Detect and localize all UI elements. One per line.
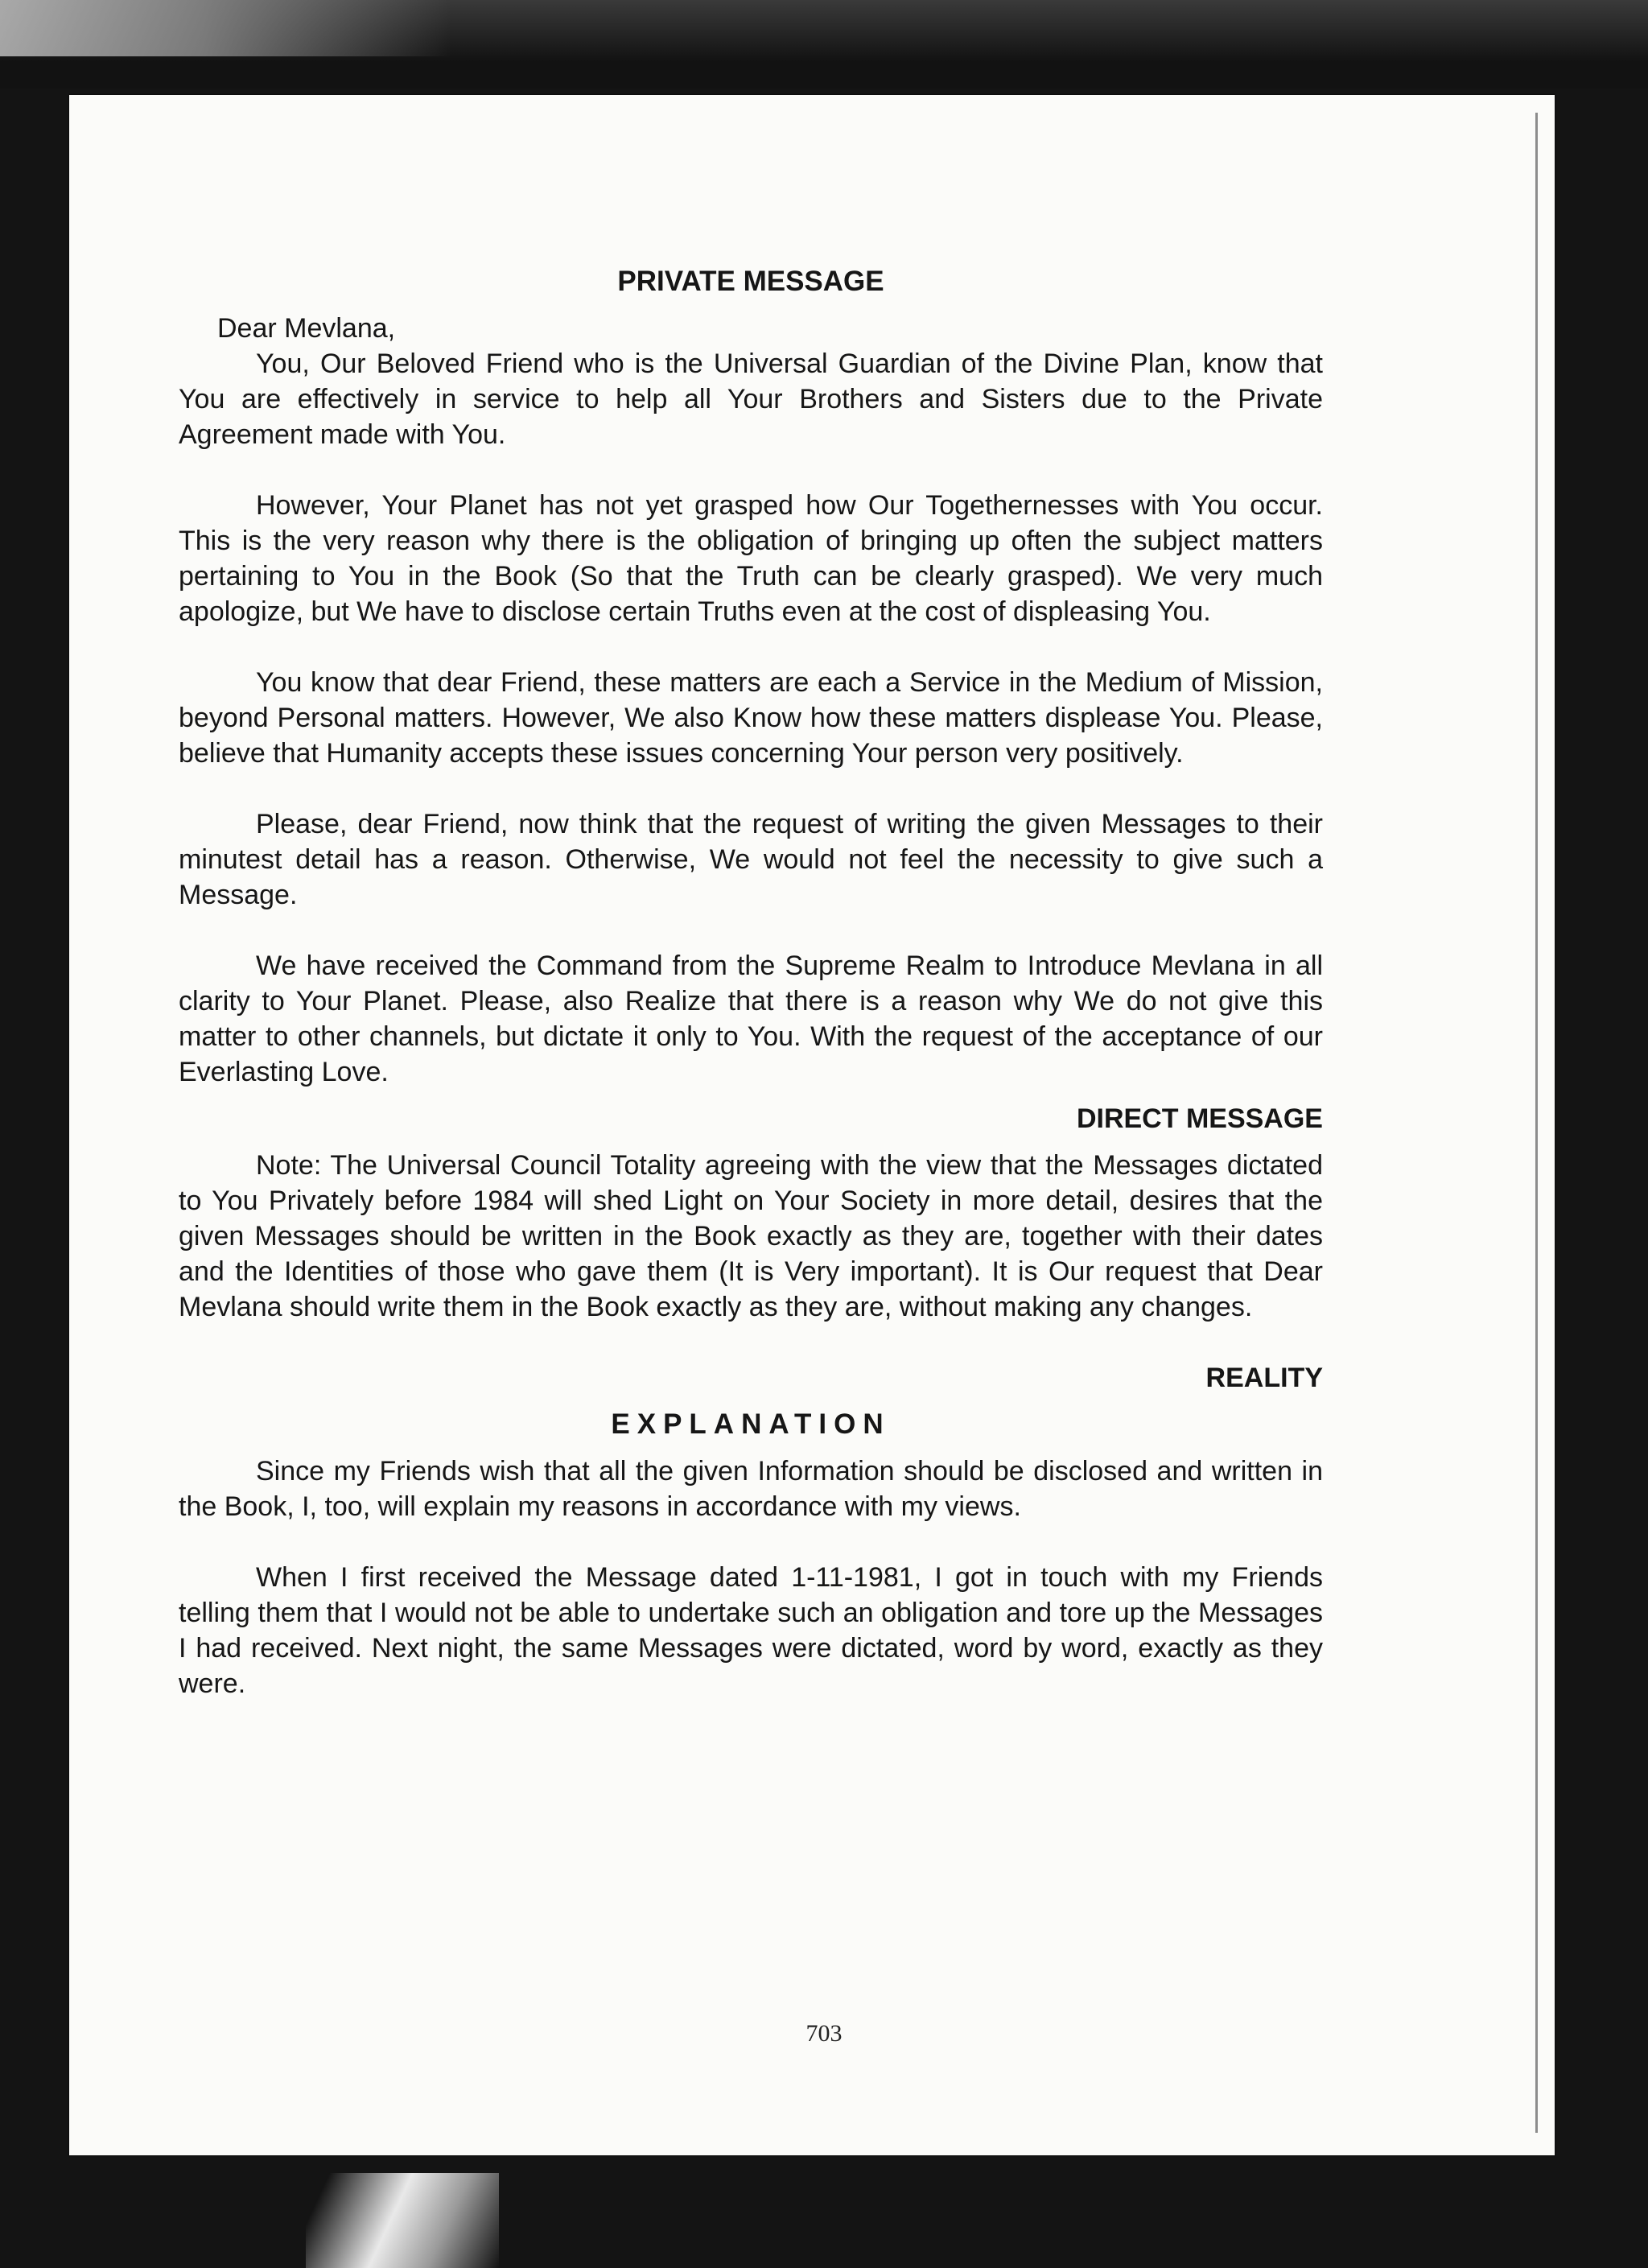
spacer — [179, 913, 1323, 948]
spacer — [179, 1136, 1323, 1148]
spacer — [179, 452, 1323, 488]
spacer — [179, 1524, 1323, 1560]
spacer — [179, 629, 1323, 665]
spacer — [179, 299, 1323, 311]
spacer — [179, 1325, 1323, 1360]
direct-message-signature: DIRECT MESSAGE — [1076, 1103, 1323, 1134]
paragraph-2: However, Your Planet has not yet grasped how Our Togethernesses with You occur. This is the very reason why there is the obligation of bringing up often the subject matters pertaining to You in the Book (So that the Truth can be clearly grasped). We very much apologize, but We have to disclose certain Truths even at the cost of displeasing You. — [179, 490, 1323, 627]
spacer — [179, 1442, 1323, 1454]
scan-glare-top — [0, 0, 451, 56]
explanation-paragraph-2: When I first received the Message dated 1-11-1981, I got in touch with my Friends telling them that I would not be able to undertake such an obligation and tore up the Messages I had received. Next night, the same Messages were dictated, word by word, exactly as they were. — [179, 1562, 1323, 1699]
paragraph-5: We have received the Command from the Supreme Realm to Introduce Mevlana in all clarity to Your Planet. Please, also Realize that there is a reason why We do not give this matter to other channels, but dictate it only to You. With the request of the acceptance of our Everlasting Love. — [179, 950, 1323, 1087]
salutation: Dear Mevlana, — [217, 313, 396, 344]
reality-signature: REALITY — [1205, 1363, 1323, 1393]
note-paragraph: Note: The Universal Council Totality agreeing with the view that the Messages dictated to You Privately before 1984 will shed Light on Your Society in more detail, desires that the given Messages should be written in the Book exactly as they are, together with their dates and the Identities of those who gave them (It is Very important). It is Our request that Dear Mevlana should write them in the Book exactly as they are, without making any changes. — [179, 1150, 1323, 1322]
explanation-heading: EXPLANATION — [611, 1408, 891, 1440]
page-content — [179, 264, 1323, 1701]
spacer — [179, 1396, 1323, 1407]
page-number: 703 — [805, 2020, 843, 2047]
paragraph-3: You know that dear Friend, these matters are each a Service in the Medium of Mission, beyond Personal matters. However, We also Know how these matters displease You. Please, believe that Humanity accepts these issues concerning Your person very positively. — [179, 667, 1323, 769]
paragraph-1: You, Our Beloved Friend who is the Universal Guardian of the Divine Plan, know that You are effectively in service to help all Your Brothers and Sisters due to the Private Agreement made with You. — [179, 348, 1323, 450]
private-message-heading: PRIVATE MESSAGE — [617, 266, 884, 297]
scan-glare-bottom — [306, 2173, 499, 2268]
spacer — [179, 771, 1323, 806]
spacer — [179, 1090, 1323, 1101]
explanation-paragraph-1: Since my Friends wish that all the given Information should be disclosed and written in the Book, I, too, will explain my reasons in accordance with my views. — [179, 1456, 1323, 1522]
paragraph-4: Please, dear Friend, now think that the request of writing the given Messages to their minutest detail has a reason. Otherwise, We would not feel the necessity to give such a Message. — [179, 809, 1323, 910]
page-edge-line — [1535, 113, 1538, 2133]
